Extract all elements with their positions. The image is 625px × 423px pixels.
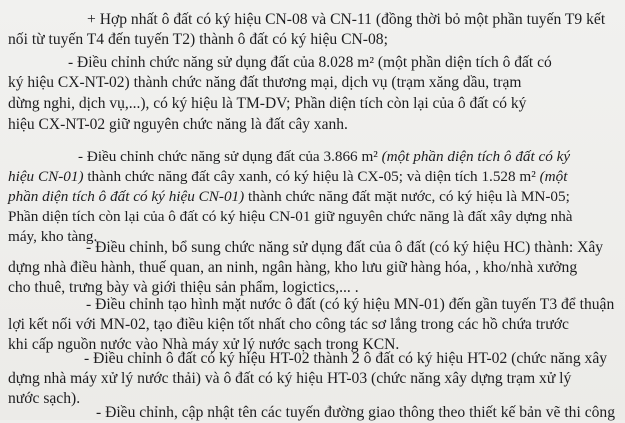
text-span: + Hợp nhất ô đất có ký hiệu CN-08 và CN-11 (đồng thời bỏ một phần tuyến T9 kết xyxy=(87,11,606,28)
text-line xyxy=(0,315,625,335)
text-span: hiệu CX-NT-02 giữ nguyên chức năng là đất cây xanh. xyxy=(8,116,348,133)
text-line xyxy=(0,369,625,389)
text-span: - Điều chỉnh tạo hình mặt nước ô đất (có ký hiệu MN-01) đến gần tuyến T3 để thuận xyxy=(86,296,615,313)
text-line xyxy=(0,73,625,94)
text-span: nước sạch). xyxy=(8,390,81,407)
text-span: máy, kho tàng. xyxy=(8,228,98,245)
text-line xyxy=(0,187,625,207)
text-span: - Điều chỉnh, bổ sung chức năng sử dụng đất của ô đất (có ký hiệu HC) thành: Xây xyxy=(86,239,604,256)
text-line xyxy=(0,238,625,258)
text-span-italic: (một phần diện tích ô đất có ký xyxy=(381,148,571,165)
text-line xyxy=(0,403,625,423)
paragraph-adjust-hc xyxy=(0,238,625,298)
text-span: - Điều chỉnh, cập nhật tên các tuyến đường giao thông theo thiết kế bản vẽ thi công xyxy=(96,404,616,421)
paragraph-adjust-8028 xyxy=(0,53,625,135)
text-line xyxy=(0,258,625,278)
text-span: cho thuê, trưng bày và giới thiệu sản phẩm, logictics,... . xyxy=(8,279,359,296)
text-span-italic: phần diện tích ô đất có ký hiệu CN-01) xyxy=(8,188,245,205)
text-span: - Điều chỉnh chức năng sử dụng đất của 8.028 m² (một phần diện tích ô đất có xyxy=(68,54,552,71)
text-line xyxy=(0,349,625,369)
paragraph-adjust-3866 xyxy=(0,147,625,247)
text-line xyxy=(0,295,625,315)
text-span: ký hiệu CX-NT-02) thành chức năng đất thương mại, dịch vụ (trạm xăng dầu, trạm xyxy=(8,74,522,91)
text-span: dựng nhà máy xử lý nước thải) và ô đất có ký hiệu HT-03 (chức năng xây dựng trạm xử lý xyxy=(8,370,572,387)
text-line xyxy=(0,207,625,227)
paragraph-adjust-ht02 xyxy=(0,349,625,409)
text-line xyxy=(0,167,625,187)
paragraph-update-road-names xyxy=(0,403,625,423)
text-span-italic: hiệu CN-01) xyxy=(8,168,84,185)
text-line xyxy=(0,94,625,115)
paragraph-adjust-mn01 xyxy=(0,295,625,355)
text-line xyxy=(0,30,625,50)
text-span: Phần diện tích còn lại của ô đất có ký hiệu CN-01 giữ nguyên chức năng là đất xây dựng nhà xyxy=(8,208,573,225)
text-line xyxy=(0,10,625,30)
text-span: thành chức năng đất cây xanh, có ký hiệu là CX-05; và diện tích 1.528 m² xyxy=(83,168,540,185)
text-span: khi cấp nguồn nước vào Nhà máy xử lý nước sạch trong KCN. xyxy=(8,336,400,353)
text-line xyxy=(0,53,625,73)
text-span: - Điều chỉnh chức năng sử dụng đất của 3.866 m² xyxy=(78,148,382,165)
text-span: nối từ tuyến T4 đến tuyến T2) thành ô đất có ký hiệu CN-08; xyxy=(8,31,388,48)
paragraph-merge-cn08-cn11 xyxy=(0,10,625,50)
text-span: dựng nhà điều hành, thuế quan, an ninh, ngân hàng, kho lưu giữ hàng hóa, , kho/nhà xưởng xyxy=(8,259,578,276)
text-span: thành chức năng đất mặt nước, có ký hiệu là MN-05; xyxy=(244,188,570,205)
text-line xyxy=(0,147,625,167)
text-span: lợi kết nối với MN-02, tạo điều kiện tốt nhất cho công tác sơ lắng trong các hồ chứa trước xyxy=(8,316,569,333)
text-span: - Điều chỉnh ô đất có ký hiệu HT-02 thành 2 ô đất có ký hiệu HT-02 (chức năng xây xyxy=(84,350,608,367)
text-span: dừng nghi, dịch vụ,...), có ký hiệu là TM-DV; Phần diện tích còn lại của ô đất có ký xyxy=(8,95,527,112)
text-span-italic: (một xyxy=(539,168,568,185)
text-line xyxy=(0,115,625,135)
